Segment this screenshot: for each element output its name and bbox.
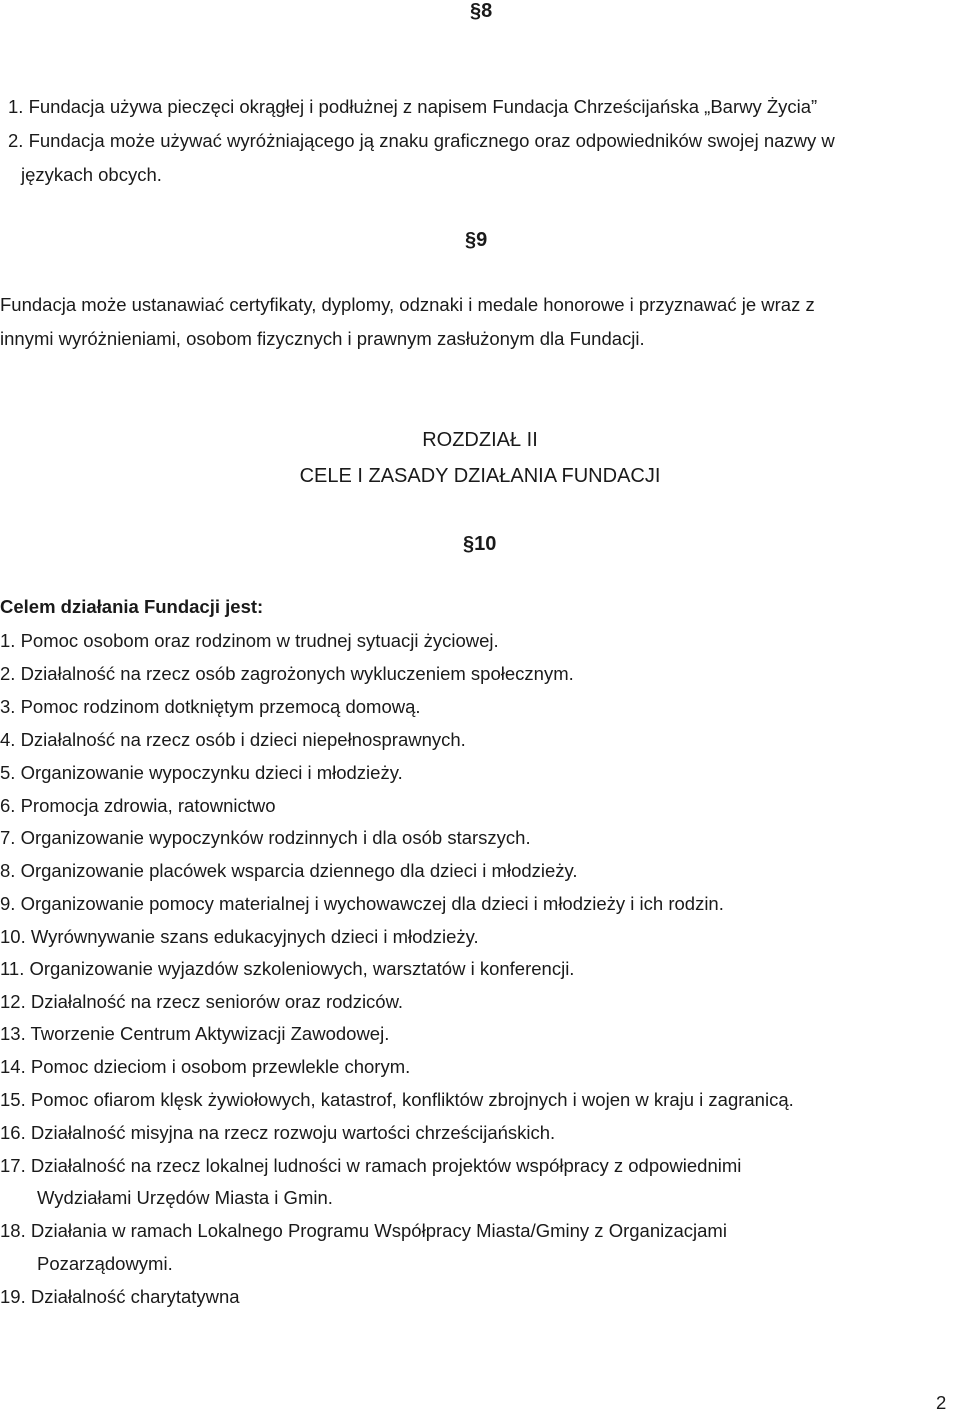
goal-item-1: 1. Pomoc osobom oraz rodzinom w trudnej sytuacji życiowej. — [0, 630, 499, 651]
goal-item-15: 15. Pomoc ofiarom klęsk żywiołowych, katastrof, konfliktów zbrojnych i wojen w kraju i zagranicą. — [0, 1089, 794, 1110]
goal-item-18-cont: Pozarządowymi. — [37, 1253, 173, 1274]
goal-item-18: 18. Działania w ramach Lokalnego Programu Współpracy Miasta/Gminy z Organizacjami — [0, 1220, 727, 1241]
section-8-item-2-cont: językach obcych. — [21, 164, 162, 185]
goal-item-5: 5. Organizowanie wypoczynku dzieci i młodzieży. — [0, 762, 403, 783]
section-8-item-1: 1. Fundacja używa pieczęci okrągłej i podłużnej z napisem Fundacja Chrześcijańska „Barwy Życia” — [8, 96, 818, 117]
section-8-item-2: 2. Fundacja może używać wyróżniającego ją znaku graficznego oraz odpowiedników swojej nazwy w — [8, 130, 835, 151]
section-9-line-1: Fundacja może ustanawiać certyfikaty, dyplomy, odznaki i medale honorowe i przyznawać je wraz z — [0, 294, 815, 315]
goal-item-9: 9. Organizowanie pomocy materialnej i wychowawczej dla dzieci i młodzieży i ich rodzin. — [0, 893, 724, 914]
goal-item-19: 19. Działalność charytatywna — [0, 1286, 240, 1307]
section-9-title: §9 — [465, 229, 488, 251]
goal-item-2: 2. Działalność na rzecz osób zagrożonych wykluczeniem społecznym. — [0, 663, 574, 684]
goal-item-4: 4. Działalność na rzecz osób i dzieci niepełnosprawnych. — [0, 729, 466, 750]
section-10-title: §10 — [463, 533, 497, 555]
section-8-title: §8 — [470, 0, 493, 22]
goal-item-8: 8. Organizowanie placówek wsparcia dziennego dla dzieci i młodzieży. — [0, 860, 578, 881]
section-10-intro: Celem działania Fundacji jest: — [0, 596, 264, 617]
goal-item-17-cont: Wydziałami Urzędów Miasta i Gmin. — [37, 1187, 333, 1208]
goal-item-10: 10. Wyrównywanie szans edukacyjnych dzieci i młodzieży. — [0, 926, 479, 947]
goal-item-14: 14. Pomoc dzieciom i osobom przewlekle chorym. — [0, 1056, 411, 1077]
goal-item-6: 6. Promocja zdrowia, ratownictwo — [0, 795, 276, 816]
goal-item-17: 17. Działalność na rzecz lokalnej ludności w ramach projektów współpracy z odpowiednimi — [0, 1155, 742, 1176]
page-number: 2 — [936, 1392, 947, 1413]
goal-item-13: 13. Tworzenie Centrum Aktywizacji Zawodowej. — [0, 1023, 390, 1044]
section-9-line-2: innymi wyróżnieniami, osobom fizycznych i prawnym zasłużonym dla Fundacji. — [0, 328, 645, 349]
goal-item-3: 3. Pomoc rodzinom dotkniętym przemocą domową. — [0, 696, 421, 717]
goal-item-16: 16. Działalność misyjna na rzecz rozwoju wartości chrześcijańskich. — [0, 1122, 556, 1143]
goal-item-11: 11. Organizowanie wyjazdów szkoleniowych, warsztatów i konferencji. — [0, 958, 575, 979]
chapter-number: ROZDZIAŁ II — [422, 429, 538, 451]
chapter-title: CELE I ZASADY DZIAŁANIA FUNDACJI — [299, 465, 661, 487]
goal-item-12: 12. Działalność na rzecz seniorów oraz rodziców. — [0, 991, 404, 1012]
goal-item-7: 7. Organizowanie wypoczynków rodzinnych i dla osób starszych. — [0, 827, 531, 848]
